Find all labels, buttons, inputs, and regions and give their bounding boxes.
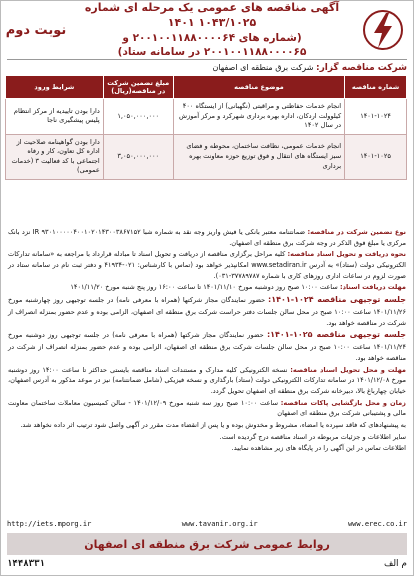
tenders-table: [5, 75, 407, 180]
briefing2-label: جلسه توجیهی مناقصه ۱۰۲۵-۱۴۰۱:: [266, 330, 406, 340]
header-number: شماره مناقصه: [345, 76, 407, 99]
note-1: به پیشنهادهای که فاقد سپرده یا امضاء، مشروط و مخدوش بوده و یا پس از انقضاء مدت مقرر در آگهی واصل شود ترتیب اثر داده نخواهد شد.: [20, 420, 406, 429]
submit-paragraph: [8, 365, 406, 397]
header-entry: شرایط ورود: [6, 76, 104, 99]
submit-text: نسخه الکترونیکی کلیه مدارک و مستندات اسناد مناقصه بایستی حداکثر تا ساعت ۱۴:۰۰ روز دوشنبه مورخ ۱۴۰۱/۱۲/۰۸ در سامانه تدارکات الکترونیکی دولت (ستاد) بارگذاری و نسخه فیزیکی (شامل ضمانتنامه) نیز در موعد مذکور به آدرس اصفهان، خیابان چهارباغ بالا، دبیرخانه شرکت برق منطقه ای اصفهان تحویل گردد.: [8, 365, 406, 395]
footer-banner: روابط عمومی شرکت برق منطقه ای اصفهان: [7, 533, 407, 555]
briefing1-label: جلسه توجیهی مناقصه ۱۰۲۴-۱۴۰۱:: [268, 295, 407, 305]
receive-paragraph: [8, 282, 406, 293]
table-row: [6, 134, 407, 179]
table-row: [6, 99, 407, 135]
submit-label: مهلت و محل تحویل اسناد مناقصه:: [290, 365, 407, 374]
tender-entry: دارا بودن گواهینامه صلاحیت از اداره کل تعاون، کار و رفاه اجتماعی با کد فعالیت ۳ (خدمات عمومی): [6, 134, 104, 179]
tender-subject: انجام خدمات عمومی، نظافت ساختمان، محوطه و فضای سبز ایستگاه های انتقال و فوق توزیع حوزه معاونت بهره برداری: [173, 134, 344, 179]
briefing1-paragraph: [8, 294, 406, 328]
ad-code-number: ۱۴۴۸۳۳۱: [7, 559, 45, 569]
guarantee-paragraph: [8, 227, 406, 248]
organizer-label: شرکت مناقصه گزار:: [315, 63, 407, 73]
tender-number: ۱۴۰۱-۱۰۲۴: [345, 99, 407, 135]
docs-label: نحوه دریافت و تحویل اسناد مناقصه:: [287, 250, 407, 259]
docs-text: کلیه مراحل برگزاری مناقصه از دریافت و تحویل اسناد تا مبادله قرارداد با مراجعه به «سامانه تدارکات الکترونیکی دولت (ستاد)» به آدرس www.setadiran.ir امکانپذیر خواهد بود (تماس با کارشناس: ۰۲۱-۴۱۹۳۴ و دفتر ثبت نام در سامانه ستاد در صورت لزوم در ساعات اداری روزهای کاری با شماره ۳۷۷۸۹۷۸۷-۰۳۱).: [8, 250, 407, 280]
guarantee-label: نوع تضمین شرکت در مناقصه:: [307, 228, 406, 236]
organizer-line: [7, 59, 407, 73]
header-subject: موضوع مناقصه: [173, 76, 344, 99]
ad-code-label: م الف: [384, 559, 407, 569]
briefing2-text: حضور نمایندگان مجاز شرکتها (همراه با معرفی نامه) در جلسه توجیهی روز دوشنبه مورخ ۱۴۰۱/۱۱/۲۴ ساعت ۱۰:۰۰ صبح در محل سالن جلسات شرکت برق منطقه ای اصفهان، الزامی بوده و عدم حضور بمنزله انصراف از شرکت در مناقصه خواهد بود.: [8, 331, 406, 362]
ad-code-row: [7, 559, 407, 569]
tavanir-logo-icon: [357, 7, 409, 53]
ad-header: [5, 0, 409, 58]
url-link[interactable]: http://iets.mporg.ir: [7, 520, 92, 528]
receive-label: مهلت دریافت اسناد:: [339, 283, 406, 292]
note-3: اطلاعات تماس در این آگهی را در پایگاه های زیر مشاهده نمایید.: [231, 444, 406, 453]
url-link[interactable]: www.tavanir.org.ir: [181, 520, 258, 528]
tender-deposit: ۳,۰۵۰,۰۰۰,۰۰۰: [103, 134, 173, 179]
docs-paragraph: [8, 249, 406, 281]
briefing1-text: حضور نمایندگان مجاز شرکتها (همراه با معرفی نامه) در جلسه توجیهی روز چهارشنبه مورخ ۱۴۰۱/۱۱/۲۶ ساعت ۱۰:۰۰ صبح در محل سالن جلسات دفتر حراست شرکت برق منطقه ای اصفهان، الزامی بوده و عدم حضور بمنزله انصراف از شرکت در مناقصه خواهد بود.: [8, 296, 406, 327]
ad-subtitle: (شماره های ۲۰۰۱۰۰۱۱۸۸۰۰۰۰۶۴ و ۲۰۰۱۰۰۱۱۸۸۰۰۰۰۶۵ در سامانه ستاد): [117, 31, 307, 58]
header-deposit: مبلغ تضمین شرکت در مناقصه(ریال): [103, 76, 173, 99]
tender-number: ۱۴۰۱-۱۰۲۵: [345, 134, 407, 179]
tender-entry: دارا بودن تاییدیه از مرکز انتظام پلیس پیشگیری ناجا: [6, 99, 104, 135]
url-link[interactable]: www.erec.co.ir: [347, 520, 407, 528]
url-row: [7, 517, 407, 531]
note-2: سایر اطلاعات و جزئیات مربوطه در اسناد مناقصه درج گردیده است.: [219, 432, 406, 441]
opening-text: ساعت ۱۰:۰۰ صبح روز سه شنبه مورخ ۱۴۰۱/۱۲/۰۹ - سالن کمیسیون معاملات ساختمان معاونت مالی و پشتیبانی شرکت برق منطقه ای اصفهان: [8, 398, 406, 418]
ad-title: آگهی مناقصه های عمومی یک مرحله ای شماره ۱۰۴۳/۱۰۲۵ ۱۴۰۱: [84, 0, 340, 29]
opening-paragraph: [8, 398, 406, 419]
ad-body: [8, 227, 406, 455]
receive-text: ساعت ۱۰:۰۰ صبح روز دوشنبه مورخ ۱۴۰۱/۱۱/۱۰ تا ساعت ۱۶:۰۰ روز پنج شنبه مورخ ۱۴۰۱/۱۱/۲۰: [70, 283, 338, 292]
table-header-row: [6, 76, 407, 99]
opening-label: زمان و محل بازگشایی پاکات مناقصه:: [280, 398, 406, 407]
tender-subject: انجام خدمات حفاظتی و مراقبتی (نگهبانی) از ایستگاه ۴۰۰ کیلوولت اردکان، اداره بهره برداری شهرکرد و مرکز آموزش در سال ۱۴۰۲: [173, 99, 344, 135]
guarantee-text: ضمانتنامه معتبر بانکی یا فیش واریز وجه نقد به شماره شبا IR ۹۳۰۱۰۰۰۰۰۴۰۰۱۰۲۰۱۴۳۰۰۳۸۶۷۱۵۲ نزد بانک مرکزی یا مبلغ فوق الذکر در وجه شرکت برق منطقه ای اصفهان.: [8, 228, 406, 247]
tender-deposit: ۱,۰۵۰,۰۰۰,۰۰۰: [103, 99, 173, 135]
briefing2-paragraph: [8, 329, 406, 363]
round-badge: نوبت دوم: [5, 22, 67, 38]
organizer-value: شرکت برق منطقه ای اصفهان: [212, 63, 314, 72]
